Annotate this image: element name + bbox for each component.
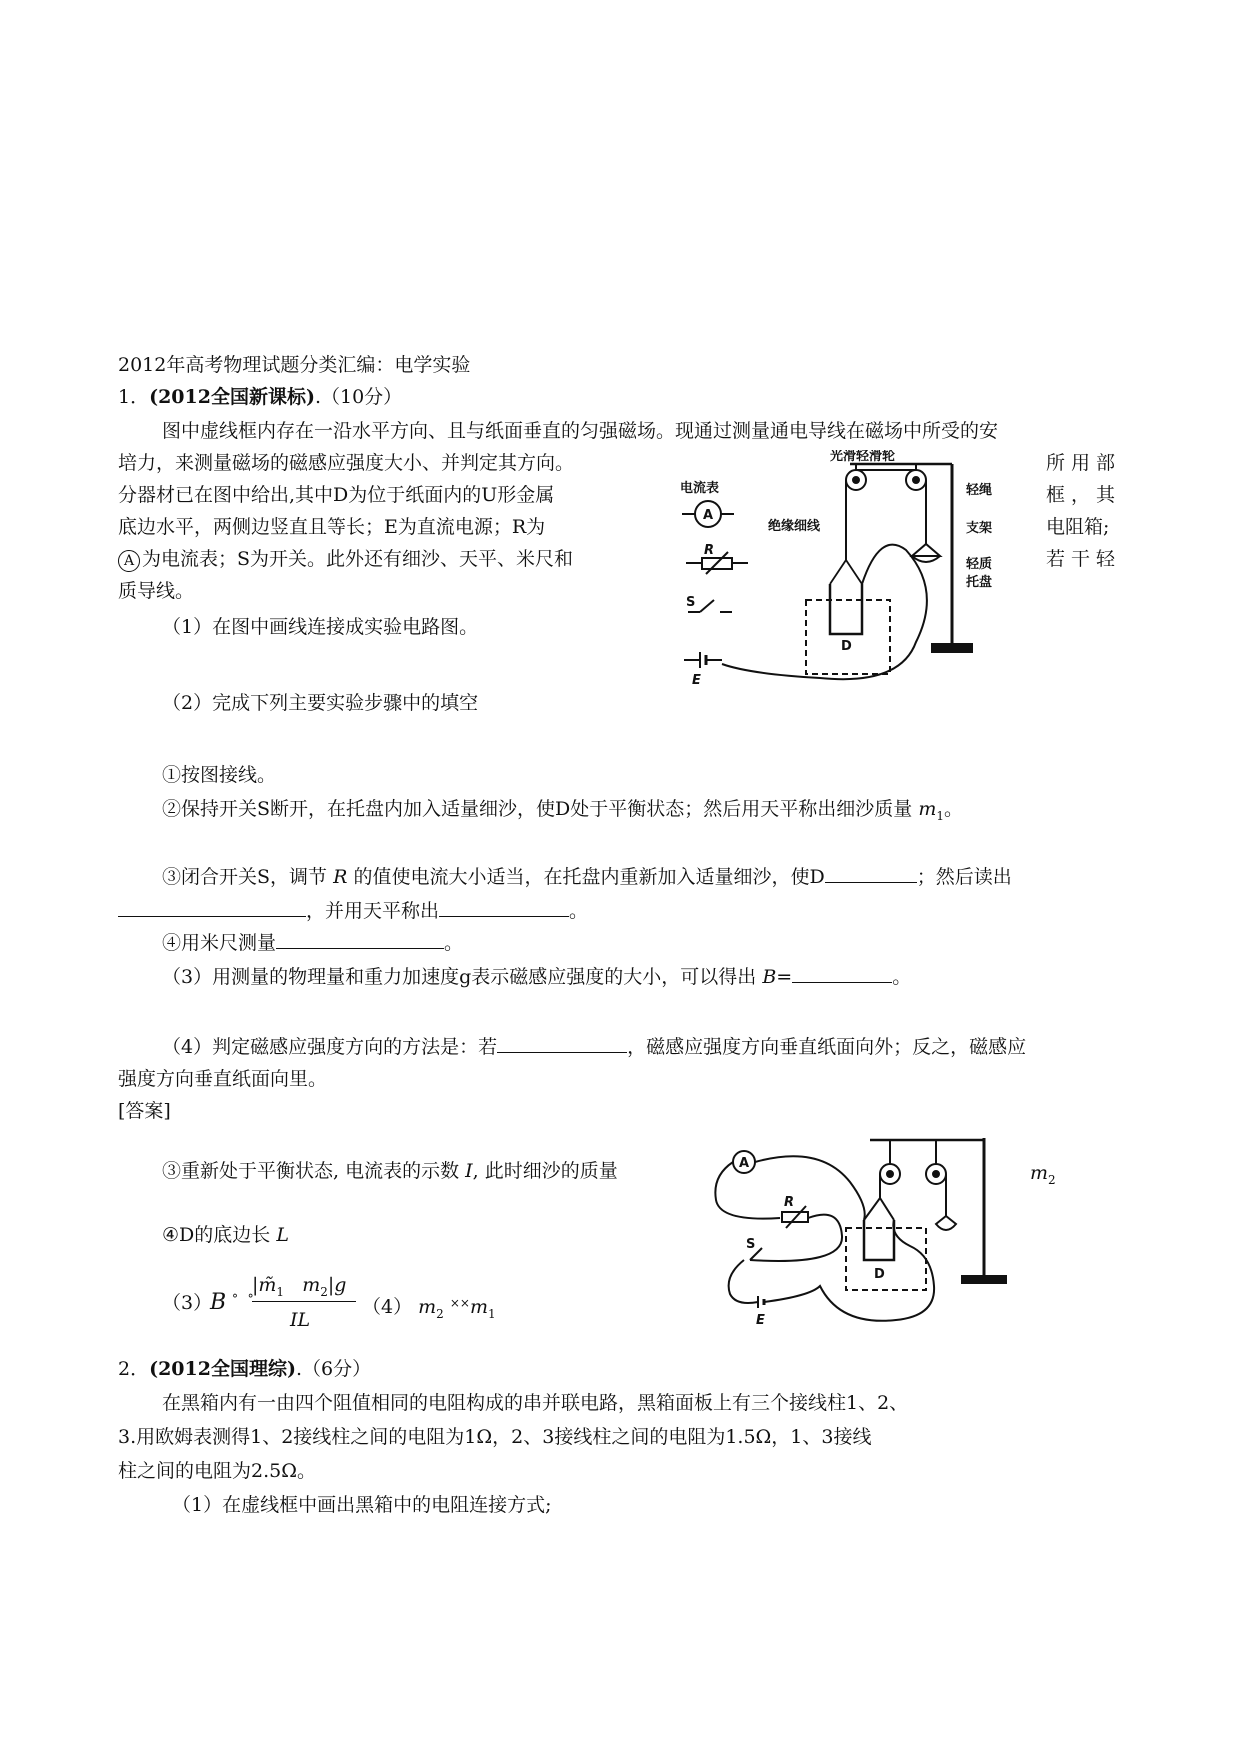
q1-paragraph-line6: 质导线。 [118, 580, 195, 602]
q1-subquestion-1: （1）在图中画线连接成实验电路图。 [162, 616, 479, 638]
q1-step-4: ④用米尺测量 。 [162, 932, 464, 954]
answer-formula-symbol: °° [232, 1292, 254, 1306]
q1-paragraph-line1: 图中虚线框内存在一沿水平方向、且与纸面垂直的匀强磁场。现通过测量通电导线在磁场中所受的安 [162, 420, 999, 442]
q1-paragraph-line4a: 底边水平，两侧边竖直且等长；E为直流电源；R为 [118, 516, 546, 538]
label-E: E [692, 673, 701, 688]
label-D: D [874, 1267, 885, 1282]
answer-step-3: ③重新处于平衡状态, 电流表的示数 I, 此时细沙的质量 [162, 1160, 618, 1182]
fraction-bar [252, 1301, 356, 1302]
label-R: R [784, 1195, 795, 1210]
q1-step-2: ②保持开关S断开，在托盘内加入适量细沙，使D处于平衡状态；然后用天平称出细沙质量 $m_1$。 [162, 798, 963, 823]
label-stand: 支架 [966, 521, 993, 536]
q1-step-1: ①按图接线。 [162, 764, 277, 786]
label-D: D [841, 639, 852, 654]
question-score: .（10分） [314, 386, 403, 408]
q1-paragraph-line3b: 框，其 [1046, 484, 1122, 506]
answer-formula-part4: （4） $m_2$ $^{\times\times}m_1$ [362, 1296, 496, 1321]
apparatus-figure [680, 450, 1060, 690]
answer-formula-B: B [210, 1290, 227, 1315]
answer-m2: $m_2$ [1030, 1162, 1056, 1187]
label-S: S [686, 595, 696, 610]
label-A: A [703, 508, 714, 523]
q2-subquestion-1: （1）在虚线框中画出黑箱中的电阻连接方式; [172, 1494, 552, 1516]
question-source: (2012全国新课标) [149, 386, 315, 408]
stand-base [962, 1276, 1006, 1283]
q1-paragraph-line3a: 分器材已在图中给出,其中D为位于纸面内的U形金属 [118, 484, 555, 506]
q2-paragraph-line2: 3.用欧姆表测得1、2接线柱之间的电阻为1Ω，2、3接线柱之间的电阻为1.5Ω，1、3接线 [118, 1426, 872, 1448]
label-wire: 绝缘细线 [768, 519, 821, 534]
magnetic-field-box [806, 600, 890, 674]
q1-paragraph-line2a: 培力，来测量磁场的磁感应强度大小、并判定其方向。 [118, 452, 575, 474]
question-number: 1． [118, 386, 150, 408]
q2-paragraph-line3: 柱之间的电阻为2.5Ω。 [118, 1460, 316, 1482]
q1-step-3-cont: ，并用天平称出 。 [118, 898, 588, 924]
wire-ammeter-frame [755, 1156, 865, 1220]
answer-label: [答案] [118, 1100, 171, 1122]
answer-blank[interactable] [276, 930, 444, 949]
answer-blank[interactable] [792, 964, 892, 983]
answer-step-4: ④D的底边长 L [162, 1224, 289, 1246]
label-ammeter: 电流表 [680, 481, 720, 496]
label-S: S [746, 1237, 756, 1252]
label-rope: 轻绳 [966, 483, 993, 498]
label-tray-2: 托盘 [966, 575, 993, 590]
q1-paragraph-line5 [118, 546, 573, 572]
wire-battery-frame [764, 1220, 934, 1321]
wire-switch-battery [729, 1260, 758, 1303]
answer-formula-numerator: $|m̃_1$ $m_2|g$ [252, 1274, 347, 1299]
question-2-header: 2．(2012全国理综).（6分） [118, 1358, 372, 1380]
u-frame [864, 1220, 894, 1260]
answer-blank[interactable] [439, 898, 569, 917]
label-E: E [756, 1313, 765, 1328]
answer-formula-denominator: IL [290, 1309, 311, 1331]
answer-formula-prefix: （3） [162, 1292, 213, 1314]
connecting-wire [722, 545, 927, 680]
q1-subquestion-3: （3）用测量的物理量和重力加速度g表示磁感应强度的大小，可以得出 B= 。 [162, 966, 912, 988]
q1-step-3: ③闭合开关S，调节 R 的值使电流大小适当，在托盘内重新加入适量细沙，使D ；然后读出 [162, 866, 1012, 888]
q1-subquestion-4: （4）判定磁感应强度方向的方法是：若 ，磁感应强度方向垂直纸面向外；反之，磁感应 [162, 1036, 1027, 1058]
question-1-header [118, 384, 402, 410]
q1-paragraph-line4b: 电阻箱; [1046, 516, 1110, 538]
answer-blank[interactable] [497, 1034, 627, 1053]
tray [936, 1216, 956, 1230]
q1-paragraph-line5a: 为电流表；S为开关。此外还有细沙、天平、米尺和 [142, 548, 574, 570]
ammeter-circle-symbol: A [118, 550, 140, 572]
q2-paragraph-line1: 在黑箱内有一由四个阻值相同的电阻构成的串并联电路，黑箱面板上有三个接线柱1、2、 [162, 1392, 909, 1414]
label-A: A [739, 1156, 750, 1171]
q1-subquestion-2: （2）完成下列主要实验步骤中的填空 [162, 692, 479, 714]
tray [912, 544, 940, 556]
label-pulley: 光滑轻滑轮 [830, 450, 896, 464]
answer-blank[interactable] [825, 864, 917, 883]
answer-blank[interactable] [118, 898, 306, 917]
label-R: R [704, 543, 715, 558]
label-tray-1: 轻质 [966, 557, 993, 572]
document-title: 2012年高考物理试题分类汇编：电学实验 [118, 354, 471, 376]
q1-paragraph-line2b: 所用部 [1046, 452, 1122, 474]
answer-circuit-figure [710, 1136, 1010, 1336]
u-frame [830, 584, 862, 634]
q1-subquestion-4-cont: 强度方向垂直纸面向里。 [118, 1068, 328, 1090]
q1-paragraph-line5b: 若干轻 [1046, 548, 1122, 570]
stand-base [932, 644, 972, 652]
